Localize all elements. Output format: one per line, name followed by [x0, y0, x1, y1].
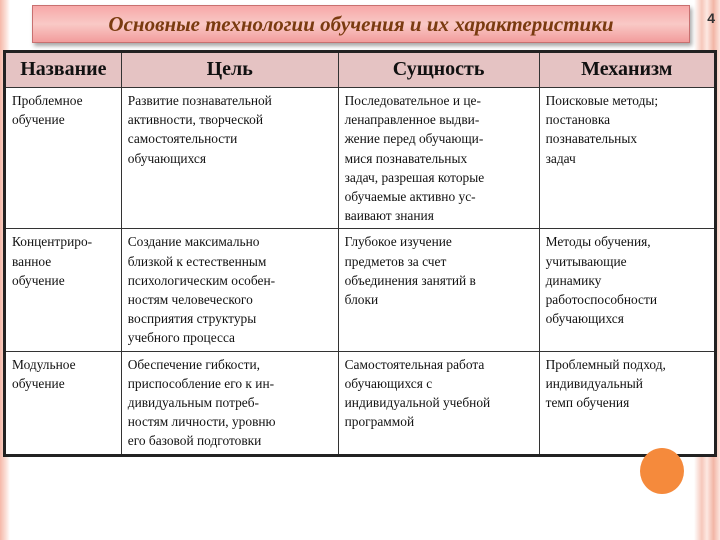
header-cell: Сущность — [338, 52, 539, 88]
technologies-table — [3, 50, 717, 457]
table-cell: Обеспечение гибкости, приспособление его к ин- дивидуальным потреб- ностям личности, уровню его базовой подготовки — [121, 351, 338, 455]
header-row — [5, 52, 716, 88]
table-cell: Глубокое изучение предметов за счет объединения занятий в блоки — [338, 229, 539, 351]
table-cell: Модульное обучение — [5, 351, 122, 455]
table-cell: Самостоятельная работа обучающихся с индивидуальной учебной программой — [338, 351, 539, 455]
table-cell: Проблемный подход, индивидуальный темп обучения — [539, 351, 715, 455]
table-row — [5, 351, 716, 455]
table-cell: Методы обучения, учитывающие динамику работоспособности обучающихся — [539, 229, 715, 351]
table-cell: Создание максимально близкой к естественным психологическим особен- ностям человеческого восприятия структуры учебного процесса — [121, 229, 338, 351]
header-cell: Название — [5, 52, 122, 88]
slide-title: Основные технологии обучения и их характеристики — [108, 11, 614, 36]
title-banner — [32, 5, 690, 43]
table-cell: Концентриро- ванное обучение — [5, 229, 122, 351]
header-cell: Механизм — [539, 52, 715, 88]
table-cell: Поисковые методы; постановка познавательных задач — [539, 88, 715, 229]
table-row — [5, 229, 716, 351]
orange-circle-decor — [640, 448, 684, 494]
header-cell: Цель — [121, 52, 338, 88]
table-row — [5, 88, 716, 229]
slide-number: 4 — [707, 10, 715, 26]
table-cell: Развитие познавательной активности, творческой самостоятельности обучающихся — [121, 88, 338, 229]
table-cell: Проблемное обучение — [5, 88, 122, 229]
table-cell: Последовательное и це- ленаправленное выдви- жение перед обучающи- мися познавательных задач, разрешая которые обучаемые активно ус- ваивают знания — [338, 88, 539, 229]
